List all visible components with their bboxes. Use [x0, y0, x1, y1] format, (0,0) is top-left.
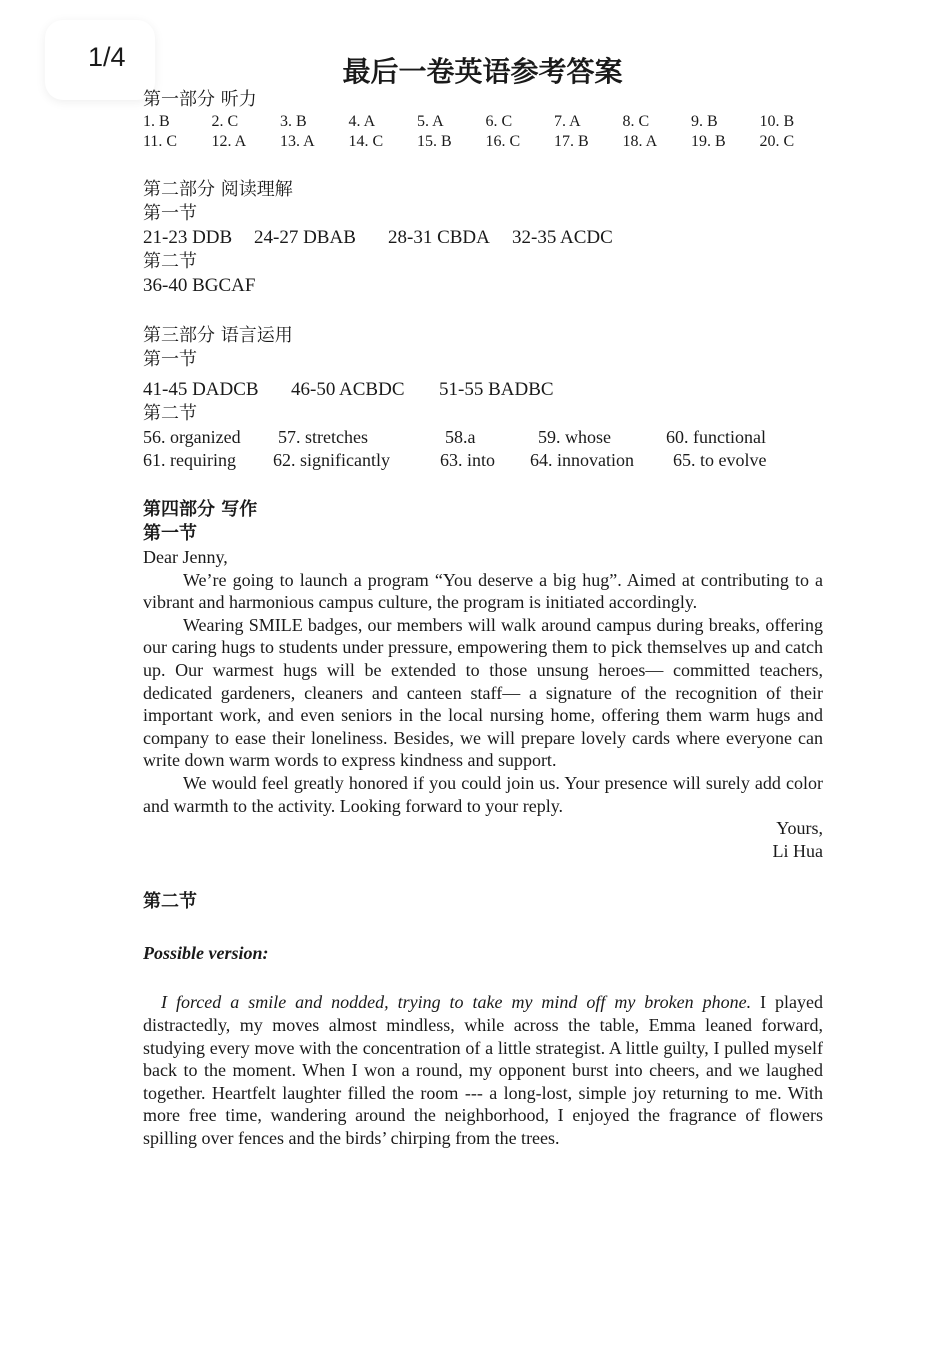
part3-section1-heading: 第一节 [143, 349, 197, 370]
part4-section1-heading: 第一节 [143, 523, 197, 544]
answer-item: 60. functional [666, 427, 766, 447]
letter-paragraph: We’re going to launch a program “You deserve a big hug”. Aimed at contributing to a vibrant and harmonious campus culture, the program is initiated accordingly. [143, 569, 823, 613]
letter-paragraph: We would feel greatly honored if you could join us. Your presence will surely add color and warmth to the activity. Looking forward to your reply. [143, 772, 823, 816]
answer-group: 21-23 DDB [143, 227, 233, 248]
story-body: I played distractedly, my moves almost mindless, while across the table, Emma leaned forward, studying every move with the concentration of a little strategist. A little guilty, I pulled myself back to the moment. When I won a round, my opponent burst into cheers, and we laughed together. Heartfelt laughter filled the room --- a long-lost, simple joy returning to me. With more free time, wandering around the neighborhood, I enjoyed the fragrance of flowers spilling over fences and the birds’ chirping from the trees. [143, 992, 823, 1148]
answer-group: 46-50 ACBDC [291, 379, 405, 400]
answer-item: 58.a [445, 427, 476, 447]
answer-group: 28-31 CBDA [388, 227, 490, 248]
answer-item: 13. A [280, 133, 315, 150]
part4-section2-heading: 第二节 [143, 891, 197, 913]
part4-heading: 第四部分 写作 [143, 499, 258, 520]
page-indicator: 1/4 [88, 42, 126, 72]
part2-section1-heading: 第一节 [143, 203, 197, 224]
answer-item: 8. C [622, 113, 650, 130]
answer-item: 18. A [622, 133, 658, 150]
letter-closing: Yours, [776, 818, 823, 839]
answer-content [143, 88, 823, 1149]
answer-item: 1. B [143, 113, 170, 130]
answer-item: 57. stretches [278, 427, 368, 447]
document-title: 最后一卷英语参考答案 [342, 55, 623, 88]
answer-item: 4. A [348, 113, 376, 130]
answer-item: 5. A [417, 113, 444, 130]
part2-heading: 第二部分 阅读理解 [143, 179, 293, 200]
answer-item: 16. C [485, 133, 521, 150]
answer-group: 41-45 DADCB [143, 379, 259, 400]
answer-item: 2. C [211, 113, 239, 130]
answer-item: 15. B [417, 133, 452, 150]
part1-heading: 第一部分 听力 [143, 89, 257, 110]
answer-item: 7. A [554, 113, 581, 130]
answer-group: 24-27 DBAB [254, 227, 356, 248]
answer-item: 65. to evolve [673, 450, 767, 470]
reading-sec2-answers: 36-40 BGCAF [143, 275, 256, 296]
fill-answers-row [143, 449, 823, 472]
answer-item: 14. C [348, 133, 384, 150]
answer-item: 63. into [440, 450, 496, 470]
answer-group: 51-55 BADBC [439, 379, 554, 400]
answer-group: 32-35 ACDC [512, 227, 613, 248]
listening-answers [143, 112, 823, 152]
fill-answers-row [143, 426, 823, 449]
reading-sec1-answers [143, 226, 823, 250]
part3-section2-heading: 第二节 [143, 403, 197, 424]
letter-greeting: Dear Jenny, [143, 547, 228, 567]
part2-section2-heading: 第二节 [143, 251, 197, 272]
answer-item: 62. significantly [273, 450, 390, 470]
answer-item: 61. requiring [143, 450, 236, 470]
answer-item: 17. B [554, 133, 589, 150]
answer-item: 9. B [691, 113, 718, 130]
letter-paragraph: Wearing SMILE badges, our members will walk around campus during breaks, offering our caring hugs to students under pressure, empowering them to pick themselves up and catch up. Our warmest hugs will be extended to those unsung heroes— committed teachers, dedicated gardeners, cleaners and canteen staff— a signature of the recognition of their important work, and even seniors in the local nursing home, offering them warm hugs and company to ease their loneliness. Besides, we will prepare lovely cards where everyone can write down warm words to express kindness and support. [143, 614, 823, 771]
answer-item: 59. whose [538, 427, 611, 447]
answer-item: 20. C [759, 133, 795, 150]
answer-item: 3. B [280, 113, 307, 130]
cloze-answers [143, 378, 823, 402]
story-opening-sentence: I forced a smile and nodded, trying to take my mind off my broken phone. [161, 992, 752, 1013]
answer-item: 6. C [485, 113, 513, 130]
story-paragraph [143, 991, 823, 1149]
part3-heading: 第三部分 语言运用 [143, 325, 293, 346]
letter-signature: Li Hua [772, 840, 823, 861]
answer-item: 10. B [759, 113, 795, 130]
answer-item: 19. B [691, 133, 726, 150]
answer-item: 64. innovation [530, 450, 634, 470]
answer-item: 56. organized [143, 427, 241, 447]
answer-item: 12. A [211, 133, 247, 150]
answer-item: 11. C [143, 133, 178, 150]
possible-version-label: Possible version: [143, 943, 269, 964]
